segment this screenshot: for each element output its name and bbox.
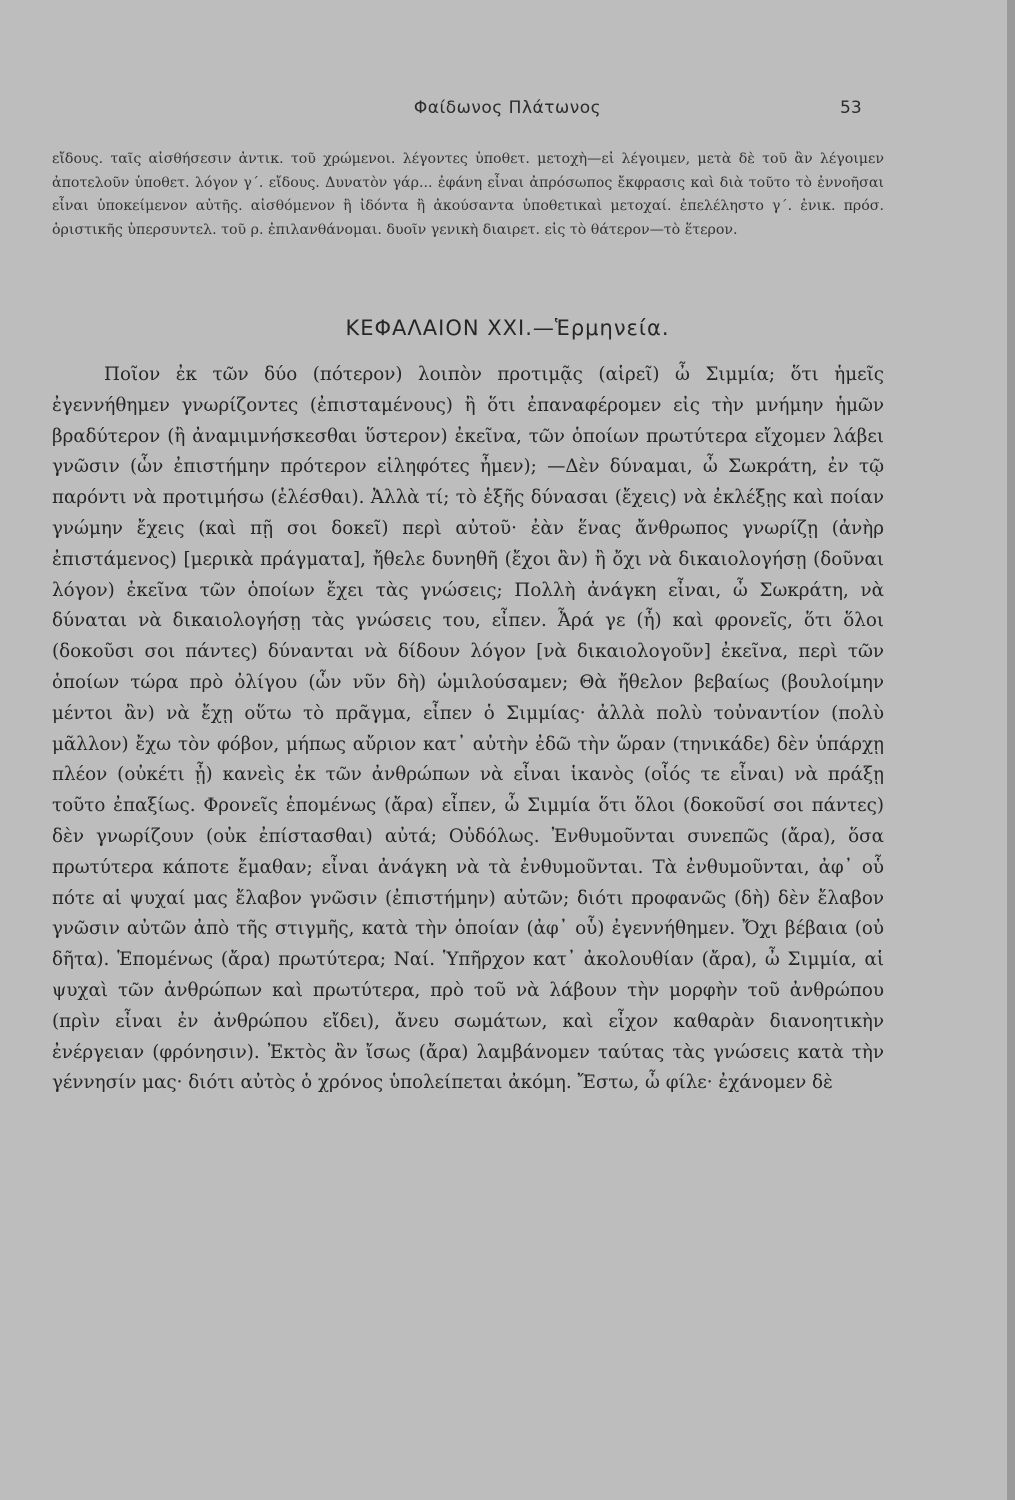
page-edge <box>1007 0 1015 1500</box>
page-number: 53 <box>840 98 862 118</box>
chapter-title: ΚΕΦΑΛΑΙΟΝ XXI.—Ἑρμηνεία. <box>345 316 670 340</box>
body-text: Ποῖον ἐκ τῶν δύο (πότερον) λοιπὸν προτιμᾷς (αἱρεῖ) ὦ Σιμμία; ὅτι ἡμεῖς ἐγεννήθημεν γνωρίζοντες (ἐπισταμένους) ἢ ὅτι ἐπαναφέρομεν εἰς τὴν μνήμην ἡμῶν βραδύτερον (ἢ ἀναμιμνήσκεσθαι ὕστερον) ἐκεῖνα, τῶν ὁποίων πρωτύτερα εἴχομεν λάβει γνῶσιν (ὧν ἐπιστήμην πρότερον εἰληφότες ἦμεν); —Δὲν δύναμαι, ὦ Σωκράτη, ἐν τῷ παρόντι νὰ προτιμήσω (ἑλέσθαι). Ἀλλὰ τί; τὸ ἑξῆς δύνασαι (ἔχεις) νὰ ἐκλέξῃς καὶ ποίαν γνώμην ἔχεις (καὶ πῇ σοι δοκεῖ) περὶ αὐτοῦ· ἐὰν ἕνας ἄνθρωπος γνωρίζῃ (ἀνὴρ ἐπιστάμενος) [μερικὰ πράγματα], ἤθελε δυνηθῆ (ἔχοι ἂν) ἢ ὄχι νὰ δικαιολογήσῃ (δοῦναι λόγον) ἐκεῖνα τῶν ὁποίων ἔχει τὰς γνώσεις; Πολλὴ ἀνάγκη εἶναι, ὦ Σωκράτη, νὰ δύναται νὰ δικαιολογήσῃ τὰς γνώσεις του, εἶπεν. Ἆρά γε (ἦ) καὶ φρονεῖς, ὅτι ὅλοι (δοκοῦσι σοι πάντες) δύνανται νὰ δίδουν λόγον [νὰ δικαιολογοῦν] ἐκεῖνα, περὶ τῶν ὁποίων τώρα πρὸ ὀλίγου (ὧν νῦν δὴ) ὡμιλούσαμεν; Θὰ ἤθελον βεβαίως (βουλοίμην μέντοι ἂν) νὰ ἔχῃ οὕτω τὸ πρᾶγμα, εἶπεν ὁ Σιμμίας· ἀλλὰ πολὺ τοὐναντίον (πολὺ μᾶλλον) ἔχω τὸν φόβον, μήπως αὔριον κατ᾽ αὐτὴν ἐδῶ τὴν ὥραν (τηνικάδε) δὲν ὑπάρχῃ πλέον (οὐκέτι ᾖ) κανεὶς ἐκ τῶν ἀνθρώπων νὰ εἶναι ἱκανὸς (οἷός τε εἶναι) νὰ πράξῃ τοῦτο ἐπαξίως. Φρονεῖς ἑπομένως (ἄρα) εἶπεν, ὦ Σιμμία ὅτι ὅλοι (δοκοῦσί σοι πάντες) δὲν γνωρίζουν (οὐκ ἐπίστασθαι) αὐτά; Οὐδόλως. Ἐνθυμοῦνται συνεπῶς (ἄρα), ὅσα πρωτύτερα κάποτε ἔμαθαν; εἶναι ἀνάγκη νὰ τὰ ἐνθυμοῦνται. Τὰ ἐνθυμοῦνται, ἀφ᾽ οὗ πότε αἱ ψυχαί μας ἔλαβον γνῶσιν (ἐπιστήμην) αὐτῶν; διότι προφανῶς (δὴ) δὲν ἔλαβον γνῶσιν αὐτῶν ἀπὸ τῆς στιγμῆς, κατὰ τὴν ὁποίαν (ἀφ᾽ οὗ) ἐγεννήθημεν. Ὄχι βέβαια (οὐ δῆτα). Ἑπομένως (ἄρα) πρωτύτερα; Ναί. Ὑπῆρχον κατ᾽ ἀκολουθίαν (ἄρα), ὦ Σιμμία, αἱ ψυχαὶ τῶν ἀνθρώπων καὶ πρωτύτερα, πρὸ τοῦ νὰ λάβουν τὴν μορφὴν τοῦ ἀνθρώπου (πρὶν εἶναι ἐν ἀνθρώπου εἴδει), ἄνευ σωμάτων, καὶ εἶχον καθαρὰν διανοητικὴν ἐνέργειαν (φρόνησιν). Ἐκτὸς ἂν ἴσως (ἄρα) λαμβάνομεν ταύτας τὰς γνώσεις κατὰ τὴν γέννησίν μας· διότι αὐτὸς ὁ χρόνος ὑπολείπεται ἀκόμη. Ἔστω, ὦ φίλε· ἐχάνομεν δὲ <box>52 364 884 1094</box>
running-title: Φαίδωνος Πλάτωνος <box>413 98 602 118</box>
grammar-notes: εἴδους. ταῖς αἰσθήσεσιν ἀντικ. τοῦ χρώμενοι. λέγοντες ὑποθετ. μετοχὴ—εἰ λέγοιμεν, μετὰ δὲ τοῦ ἂν λέγοιμεν ἀποτελοῦν ὑποθετ. λόγον γ΄. εἴδους. Δυνατὸν γάρ... ἐφάνη εἶναι ἀπρόσωπος ἔκφρασις καὶ διὰ τοῦτο τὸ ἐννοῆσαι εἶναι ὑποκείμενον αὐτῆς. αἰσθόμενον ἢ ἰδόντα ἢ ἀκούσαντα ὑποθετικαὶ μετοχαί. ἐπελέληστο γ΄. ἐνικ. πρόσ. ὁριστικῆς ὑπερσυντελ. τοῦ ρ. ἐπιλανθάνομαι. δυοῖν γενικὴ διαιρετ. εἰς τὸ θάτερον—τὸ ἕτερον. <box>52 151 884 238</box>
